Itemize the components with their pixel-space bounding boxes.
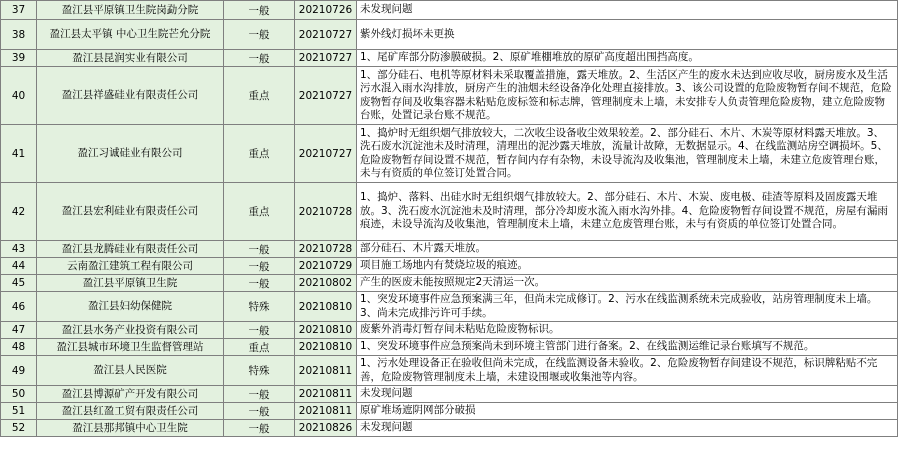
- supervision-level[interactable]: 重点: [224, 125, 295, 183]
- inspection-date[interactable]: 20210811: [295, 403, 357, 420]
- issue-description[interactable]: 产生的医废未能按照规定2天清运一次。: [357, 275, 898, 292]
- supervision-level[interactable]: 一般: [224, 50, 295, 67]
- row-number[interactable]: 43: [1, 241, 37, 258]
- inspection-date[interactable]: 20210810: [295, 292, 357, 322]
- supervision-level[interactable]: 一般: [224, 20, 295, 50]
- supervision-level[interactable]: 重点: [224, 183, 295, 241]
- issue-description[interactable]: 未发现问题: [357, 1, 898, 20]
- inspection-date[interactable]: 20210728: [295, 183, 357, 241]
- row-number[interactable]: 49: [1, 356, 37, 386]
- company-name[interactable]: 盈江县龙腾硅业有限责任公司: [37, 241, 224, 258]
- table-row: [1, 356, 898, 386]
- row-number[interactable]: 42: [1, 183, 37, 241]
- inspection-date[interactable]: 20210727: [295, 125, 357, 183]
- company-name[interactable]: 盈江县太平镇 中心卫生院芒允分院: [37, 20, 224, 50]
- inspection-date[interactable]: 20210811: [295, 356, 357, 386]
- company-name[interactable]: 盈江县平原镇卫生院: [37, 275, 224, 292]
- table-row: [1, 50, 898, 67]
- inspection-date[interactable]: 20210727: [295, 50, 357, 67]
- table-row: [1, 258, 898, 275]
- table-row: [1, 241, 898, 258]
- inspection-date[interactable]: 20210727: [295, 67, 357, 125]
- supervision-level[interactable]: 一般: [224, 386, 295, 403]
- row-number[interactable]: 47: [1, 322, 37, 339]
- row-number[interactable]: 50: [1, 386, 37, 403]
- table-row: [1, 420, 898, 437]
- inspection-date[interactable]: 20210726: [295, 1, 357, 20]
- issue-description[interactable]: 1、突发环境事件应急预案尚未到环境主管部门进行备案。2、在线监测运维记录台账填写不规范。: [357, 339, 898, 356]
- supervision-level[interactable]: 一般: [224, 258, 295, 275]
- row-number[interactable]: 46: [1, 292, 37, 322]
- issue-description[interactable]: 紫外线灯损坏未更换: [357, 20, 898, 50]
- issue-description[interactable]: 1、捣炉时无组织烟气排放较大，二次收尘设备收尘效果较差。2、部分硅石、木片、木炭等原材料露天堆放。3、洗石废水沉淀池未及时清理，清理出的泥沙露天堆放，流量计故障，无数据显示。4、在线监测站房空调损坏。5、危险废物暂存间设置不规范，暂存间内存有杂物，未设导流沟及收集池，管理制度未上墙，未建立危废管理台账，未与有资质的单位签订处置合同。: [357, 125, 898, 183]
- issue-description[interactable]: 1、部分硅石、电机等原材料未采取覆盖措施，露天堆放。2、生活区产生的废水未达到应收尽收，厨房废水及生活污水混入雨水沟排放，厨房产生的油烟未经设备净化处理直接排放。3、该公司设置的危险废物暂存间不规范，危险废物暂存间及收集容器未粘贴危废标签和标志牌，管理制度未上墙，未安排专人负责管理危险废物，建立危险废物台账，处置记录台账不规范。: [357, 67, 898, 125]
- company-name[interactable]: 盈江县博源矿产开发有限公司: [37, 386, 224, 403]
- supervision-level[interactable]: 一般: [224, 403, 295, 420]
- table-row: [1, 20, 898, 50]
- inspection-date[interactable]: 20210802: [295, 275, 357, 292]
- table-row: [1, 339, 898, 356]
- issue-description[interactable]: 1、尾矿库部分防渗膜破损。2、原矿堆棚堆放的原矿高度超出围挡高度。: [357, 50, 898, 67]
- inspection-date[interactable]: 20210729: [295, 258, 357, 275]
- supervision-level[interactable]: 一般: [224, 420, 295, 437]
- supervision-level[interactable]: 特殊: [224, 292, 295, 322]
- table-row: [1, 403, 898, 420]
- table-row: [1, 292, 898, 322]
- company-name[interactable]: 盈江县城市环境卫生监督管理站: [37, 339, 224, 356]
- supervision-level[interactable]: 一般: [224, 241, 295, 258]
- row-number[interactable]: 48: [1, 339, 37, 356]
- company-name[interactable]: 盈江县昆润实业有限公司: [37, 50, 224, 67]
- table-row: [1, 67, 898, 125]
- inspection-date[interactable]: 20210727: [295, 20, 357, 50]
- table-row: [1, 125, 898, 183]
- row-number[interactable]: 38: [1, 20, 37, 50]
- issue-description[interactable]: 未发现问题: [357, 420, 898, 437]
- issue-description[interactable]: 项目施工场地内有焚烧垃圾的痕迹。: [357, 258, 898, 275]
- supervision-level[interactable]: 特殊: [224, 356, 295, 386]
- row-number[interactable]: 39: [1, 50, 37, 67]
- issue-description[interactable]: 废紫外消毒灯暂存间未粘贴危险废物标识。: [357, 322, 898, 339]
- inspection-date[interactable]: 20210811: [295, 386, 357, 403]
- company-name[interactable]: 盈江县那邦镇中心卫生院: [37, 420, 224, 437]
- inspection-date[interactable]: 20210810: [295, 339, 357, 356]
- company-name[interactable]: 盈江县妇幼保健院: [37, 292, 224, 322]
- supervision-level[interactable]: 重点: [224, 67, 295, 125]
- row-number[interactable]: 41: [1, 125, 37, 183]
- table-row: [1, 386, 898, 403]
- supervision-level[interactable]: 重点: [224, 339, 295, 356]
- table-row: [1, 183, 898, 241]
- company-name[interactable]: 盈江县人民医院: [37, 356, 224, 386]
- table-row: [1, 322, 898, 339]
- row-number[interactable]: 45: [1, 275, 37, 292]
- inspection-date[interactable]: 20210728: [295, 241, 357, 258]
- company-name[interactable]: 盈江县祥盛硅业有限责任公司: [37, 67, 224, 125]
- supervision-level[interactable]: 一般: [224, 1, 295, 20]
- company-name[interactable]: 盈江习诚硅业有限公司: [37, 125, 224, 183]
- company-name[interactable]: 盈江县水务产业投资有限公司: [37, 322, 224, 339]
- company-name[interactable]: 盈江县平原镇卫生院岗勐分院: [37, 1, 224, 20]
- supervision-level[interactable]: 一般: [224, 322, 295, 339]
- issue-description[interactable]: 1、捣炉、落料、出硅水时无组织烟气排放较大。2、部分硅石、木片、木炭、废电极、硅渣等原料及固废露天堆放。3、洗石废水沉淀池未及时清理，部分冷却废水流入雨水沟外排。4、危险废物暂存间设置不规范，房屋有漏雨痕迹，未设导流沟及收集池，管理制度未上墙，未建立危废管理台账，未与有资质的单位签订处置合同。: [357, 183, 898, 241]
- inspection-date[interactable]: 20210826: [295, 420, 357, 437]
- row-number[interactable]: 40: [1, 67, 37, 125]
- issue-description[interactable]: 未发现问题: [357, 386, 898, 403]
- inspection-date[interactable]: 20210810: [295, 322, 357, 339]
- row-number[interactable]: 37: [1, 1, 37, 20]
- row-number[interactable]: 44: [1, 258, 37, 275]
- company-name[interactable]: 盈江县红盈工贸有限责任公司: [37, 403, 224, 420]
- issue-description[interactable]: 1、污水处理设备正在验收但尚未完成，在线监测设备未验收。2、危险废物暂存间建设不规范，标识牌粘贴不完善，危险废物管理制度未上墙，未建设围堰或收集池等内容。: [357, 356, 898, 386]
- issue-description[interactable]: 1、突发环境事件应急预案满三年，但尚未完成修订。2、污水在线监测系统未完成验收，站房管理制度未上墙。3、尚未完成排污许可手续。: [357, 292, 898, 322]
- table-row: [1, 1, 898, 20]
- table-row: [1, 275, 898, 292]
- row-number[interactable]: 51: [1, 403, 37, 420]
- issue-description[interactable]: 部分硅石、木片露天堆放。: [357, 241, 898, 258]
- row-number[interactable]: 52: [1, 420, 37, 437]
- supervision-level[interactable]: 一般: [224, 275, 295, 292]
- company-name[interactable]: 盈江县宏利硅业有限责任公司: [37, 183, 224, 241]
- company-name[interactable]: 云南盈江建筑工程有限公司: [37, 258, 224, 275]
- issue-description[interactable]: 原矿堆场遮阴网部分破损: [357, 403, 898, 420]
